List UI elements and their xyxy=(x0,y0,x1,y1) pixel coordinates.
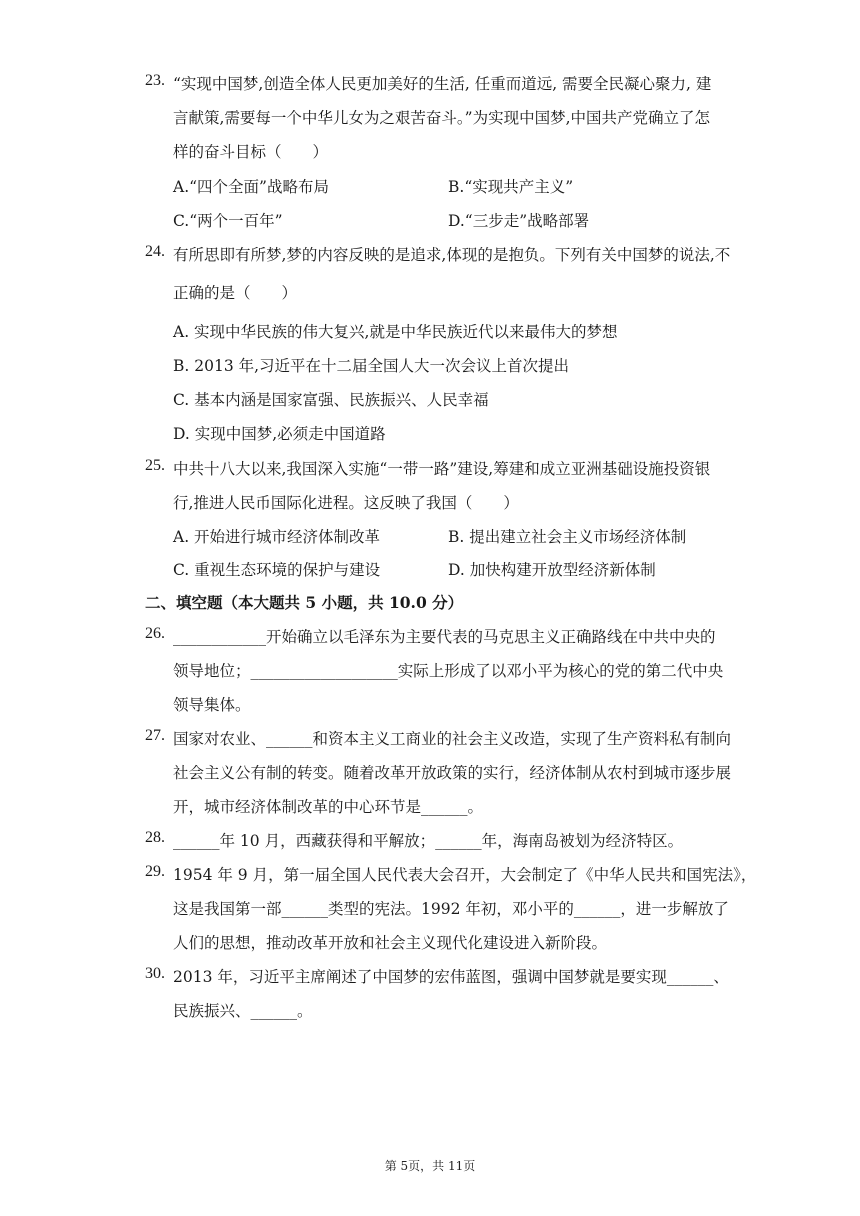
question-text-line: 人们的思想，推动改革开放和社会主义现代化建设进入新阶段。 xyxy=(173,934,608,952)
question-text-line: 样的奋斗目标（ ） xyxy=(173,143,329,161)
question-text-line: 社会主义公有制的转变。随着改革开放政策的实行，经济体制从农村到城市逐步展 xyxy=(173,764,732,782)
option-b: B.“实现共产主义” xyxy=(448,178,574,196)
question-text-line: ____________开始确立以毛泽东为主要代表的马克思主义正确路线在中共中央的 xyxy=(173,628,716,646)
option-d: D. 实现中国梦,必须走中国道路 xyxy=(173,425,386,443)
question-text-line: 2013 年，习近平主席阐述了中国梦的宏伟蓝图，强调中国梦就是要实现______、 xyxy=(173,968,729,986)
question-text-line: “实现中国梦,创造全体人民更加美好的生活, 任重而道远, 需要全民凝心聚力, 建 xyxy=(173,75,712,93)
question-text-line: 言献策,需要每一个中华儿女为之艰苦奋斗。”为实现中国梦,中国共产党确立了怎 xyxy=(173,109,711,127)
option-c: C.“两个一百年” xyxy=(173,212,283,230)
section-heading: 二、填空题（本大题共 5 小题，共 10.0 分） xyxy=(145,593,464,612)
question-text-line: 中共十八大以来,我国深入实施“一带一路”建设,筹建和成立亚洲基础设施投资银 xyxy=(173,460,711,478)
option-a: A.“四个全面”战略布局 xyxy=(173,178,329,196)
question-text-line: 领导地位；___________________实际上形成了以邓小平为核心的党的第二代中央 xyxy=(173,662,724,680)
question-number: 26. xyxy=(145,625,165,642)
option-a: A. 实现中华民族的伟大复兴,就是中华民族近代以来最伟大的梦想 xyxy=(173,323,618,341)
question-text-line: 国家对农业、______和资本主义工商业的社会主义改造，实现了生产资料私有制向 xyxy=(173,730,732,748)
question-text-line: 1954 年 9 月，第一届全国人民代表大会召开，大会制定了《中华人民共和国宪法》， xyxy=(173,866,757,884)
question-number: 28. xyxy=(145,829,165,846)
question-text-line: 开，城市经济体制改革的中心环节是______。 xyxy=(173,798,484,816)
question-number: 23. xyxy=(145,72,165,89)
page-footer: 第 5页，共 11页 xyxy=(384,1159,476,1173)
option-b: B. 提出建立社会主义市场经济体制 xyxy=(448,528,687,546)
question-text-line: 有所思即有所梦,梦的内容反映的是追求,体现的是抱负。下列有关中国梦的说法,不 xyxy=(173,246,731,264)
option-a: A. 开始进行城市经济体制改革 xyxy=(173,528,381,546)
question-text-line: ______年 10 月，西藏获得和平解放；______年，海南岛被划为经济特区。 xyxy=(173,832,684,850)
question-text-line: 民族振兴、______。 xyxy=(173,1002,313,1020)
question-number: 30. xyxy=(145,965,165,982)
question-number: 29. xyxy=(145,863,165,880)
question-text-line: 领导集体。 xyxy=(173,696,251,714)
question-number: 24. xyxy=(145,243,165,260)
option-c: C. 基本内涵是国家富强、民族振兴、人民幸福 xyxy=(173,391,489,409)
question-number: 25. xyxy=(145,457,165,474)
option-d: D. 加快构建开放型经济新体制 xyxy=(448,561,656,579)
option-d: D.“三步走”战略部署 xyxy=(448,212,590,230)
question-text-line: 正确的是（ ） xyxy=(173,284,298,302)
option-b: B. 2013 年,习近平在十二届全国人大一次会议上首次提出 xyxy=(173,357,570,375)
option-c: C. 重视生态环境的保护与建设 xyxy=(173,561,381,579)
question-text-line: 行,推进人民币国际化进程。这反映了我国（ ） xyxy=(173,494,519,512)
question-number: 27. xyxy=(145,727,165,744)
question-text-line: 这是我国第一部______类型的宪法。1992 年初，邓小平的______，进一步解放了 xyxy=(173,900,729,918)
